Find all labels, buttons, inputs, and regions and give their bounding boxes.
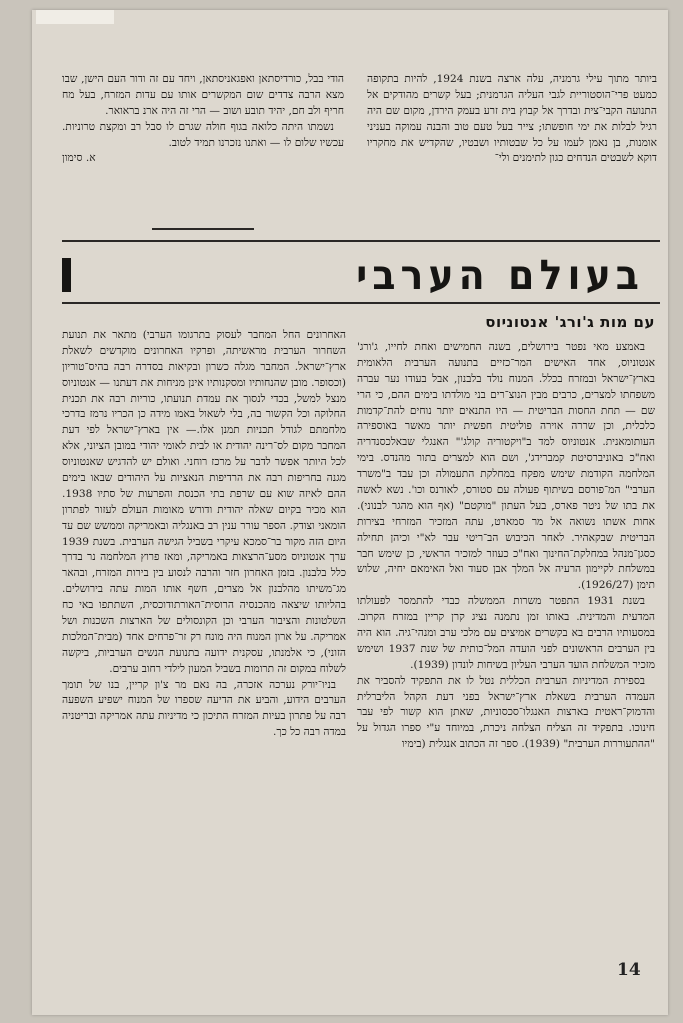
article-paragraph: באמצע מאי נפטר בירושלים, בשנה החמישים ואחת לחייו, ג'ורג' אנטוניוס, אחד האישים המר־כזיים בתנועה הערבית הלאומית בארץ־ישראל ובמזרח בכלל. המנוח נולד בלבנון, אבל בעודו נער עברה משפחתו למצרים, כרבים מבין הנוצ־רים בני מולדתו בימים ההם, כי הרי שם — תחת החסות הבריטית — היו התנאים יותר נוחים להת־קדמות כלכלית, וכן שררה אוירה פוליטית חפשית יותר מאשר באוספירה העותומאנית. אנטוניוס למד ב"ויקטוריה קולג'" האנגלי שבאלכסנדריה ואח"כ באוניברסיטת קמברידג', ושם הוא למצרים בתור מהנדס. בימי המלחמה הקודמת שימש מפקח במחלקת התעמולה וכן עבד ב"משרד הערבי" המ־פורסם בשיתוף פעולה עם סטורס, לאורנס וכו'. נשא לאשה את בתו של ניטר פארס, בעל העתון "מוקטם" (אף הוא מהגר לבנוני). אחות אשתו נשואה אל מר סמארט, עתה המזכיר המזרחי בצירות הבריטית שבקאהיר. לאחר הכיבוש הב־ריטי עבר לא"י וכיהן תחילה כסגן־מנהל במחלקת־החינוך ואח"כ כעוזר למזכיר הראשי, כן שימש חבר במשלחת לקיימון הרעיה אל המלך אבן סעוד ואל האימאם יחיה, שלוש תימן (1926/27). [357,341,655,592]
article-paragraph: האחרונים החל המחבר לעסוק בתרגומו הערבי) מתאר את תנועת השחרור הערבית מראשיתה, ופרקיו האחרונים מוקדשים לשאלת ארץ־ישראל. המחבר מגלה כשרון ובקיאות בסדרה רבה בהיס־טוריון (וכסופר. מובן שהנחותיו ומסקנותיו אינן מניחות את דעתנו — אנטוניוס מנצל למשל, בכדי לנסוך את עמדת תנועתו, כוריות רבה את תכנית החלוקה וכל הקשור בה, בלי לשאול באמו מידה כן הכריו נרמז בדרכי מלחמתם לגודל תכניות תמנן אלו.— אין בארץ־ישראל לפי דעת המחבר מקום לס־רינה יהודית או לבית לאומי יהודי במובן הציוני, אלא לכל היותר אפשר לדבר על מרכז רוחני. ואולם יש להדגיש שאנטוניוס מגנה בחריפות רבה את הרדיפות הנאציות על היהודים שבאו בימים ההם לאיזה שוא עם שרפת בתי הכנסת והפרעות של סתיו 1938. הוא מכיר בקיום שאלה יהודית ודורש מאומות העולם לעזור לפתרון הומאני וצודק. הספר עורר ענין רב באנגליה ובאמריקה וממשש שם עד היום הזה מקור בר־סמכא עיקרי בשביל הגישה הערבית. בשנת 1939 ערך אנטוניוס מסע־הרצאות באמריקה, ומאז פרוץ המלחמה נר בדרך כלל בלבנון. בזמן האחרון חזר והרבה לנסוע בין בירות המזרח, ובהאר מג־משיתו מהלבנון אל מצרים, חשף אותו המות עתה בירושלים. בהליותו שיצאה מהכנסיה הרוסית־האורתודוכסית, השתתפו באי כח השלטונות והציבור הערבי וכן הקונסולים של הארצות השכנות ושל אמריקה. על ארון המנוח היה מונח רק זר־פרחים אחד (מבית־המלכות הזוני), כי אלמנתו, עסקנית ידועה בתנועת הנשים הערביות, ביקשה לשלוח במקום זה תרומות בשביל המעון לילדי רחוב ערבים. [62,329,346,675]
article-paragraph: בשנת 1931 התפטר משרות הממשלה כבדי להתמסר לפעולתו המדעית והמדינית. באותו זמן נתמנה נציג קרן קריין במזרח הקרוב. במסעותיו הרבים בא בקשרים אמיצים עם מלכי ערב ומנהי־גיה. הוא היה בין הערבים הראשונים לפני הועדה המל־כותית של שנת 1937 ושימש מזכיר המשלחת הועד הערבי העליון בשיחות לונדון (1939). [357,595,655,671]
section-header [60,246,660,304]
page-number: 14 [617,960,641,980]
section-title: בעולם הערבי [356,251,644,299]
signature-underline [152,228,254,230]
article-paragraph: בניו־יורק נערכה אזכרה, בה נאם מר צ'ון קריין, בנו של תומך הערבים הידוע, והביע את הדיעה שספרו של המנוח ישפיע השפעה רבה על פתרון בעיות המזרח התיכון כי מדיניות עתה אמריקה ובריטניה במדה רבה כל כך. [62,678,346,739]
article-right-column [357,340,655,753]
newspaper-page [32,10,668,1015]
top-story-left-paragraph: הודי בבל, כורדיסתאן ואפגאניסתאן, ויחד עם זה ודור העם הישן, שבו מצא הרבה צדדים שום המקשרים אותו עם עדות המזרח, בעל מח חריף ולב חם, יהיד תובע ושוב — הרי זה היה ארנ בראואר. [62,73,344,117]
author-signature: א. סימון [62,152,96,165]
section-title-bar [62,258,71,292]
article-heading: עם מות ג'ורג' אנטוניוס [485,313,655,331]
article-left-column [62,328,346,741]
top-story-right-column [367,72,657,167]
top-story-left-column [62,72,344,167]
top-story-closing-paragraph: נשמתו היתה כלואה בגוף חולה שגרם לו סבל רב ומקצת טרוניות. עכשיו שלום לו — ואתנו נזכרנו תמיד לטוב. [62,120,344,149]
article-paragraph: בספירת המדיניות הערבית הכללית נטל לו את התפקיד להסביר את העמדה הערבית בשאלת ארץ־ישראל בפני דעת הקהל הליברלית והדמוק־ראטית בארצות האנגלו־סכסוניות, שאתן הוא קשור לפי עבר חינוכו. בתפקיד זה הצליח הצלחה ניכרת, במיוחד ע"י ספרו הגדול על "ההתעוררות הערבית" (1939). ספר זה הכתוב אנגלית (בימיו [357,674,655,751]
section-bottom-rule [62,302,660,304]
top-story-right-paragraph: ביותר מתוך עילי גרמניה, עלה ארצה בשנת 1924, להיות בתקופה כמעט פרי־הוסטוריית לגבי העליה הגרמנית; בעל קשרים מהודקים אל התנועה הקבי־צית ובדרך אל קבוץ בית זרע בעמק הירדן, מקום שם היה רגיל לבלות את ימי חופשתו; צייר בעל טעם טוב והבנה עמוקה בעניני אומנות, בן נאמן לעמו על כל שבטותיו ושבטיו, שהקדיש את מחקריו דוקא לשבטים הנדחים כגון לתימנים ולי־ [367,73,657,165]
tape-strip [36,10,114,24]
section-top-rule [62,240,660,242]
